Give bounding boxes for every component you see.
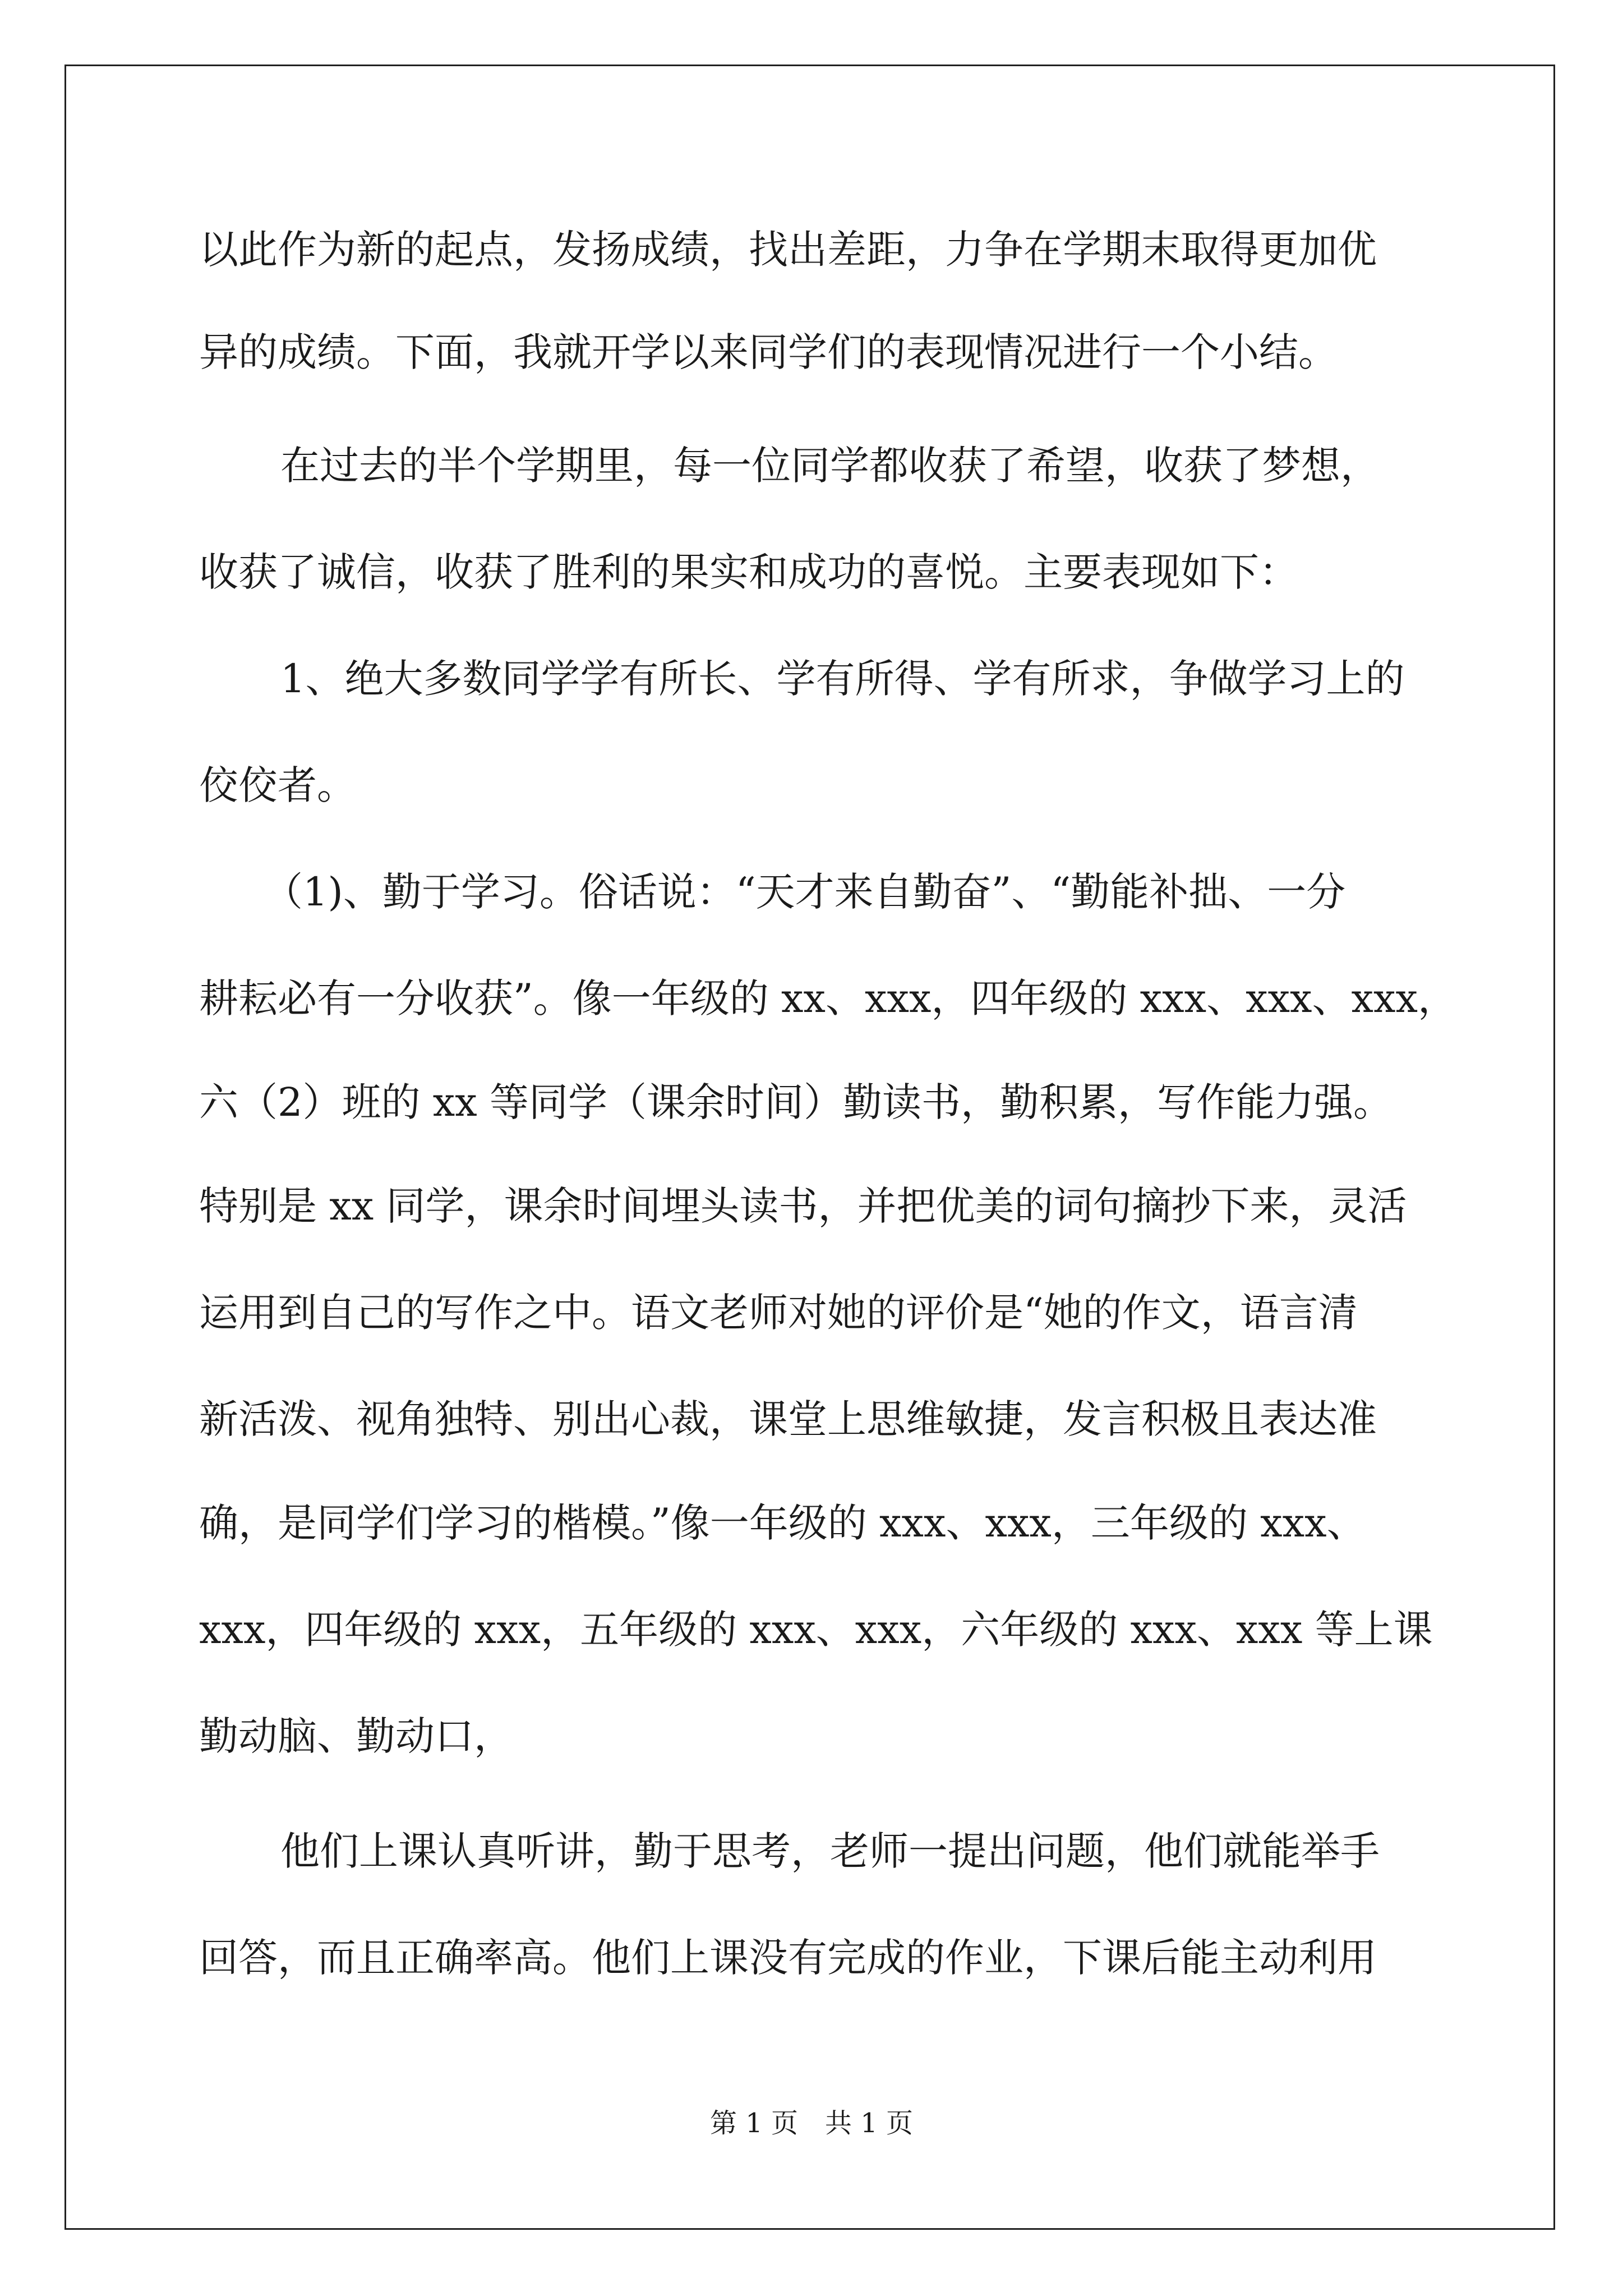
- page-border: [64, 65, 1555, 2230]
- paragraph-line: 耕耘必有一分收获”。像一年级的 xx、xxx，四年级的 xxx、xxx、xxx，: [199, 976, 1457, 1022]
- paragraph-line: 佼佼者。: [199, 762, 356, 808]
- paragraph-line: （1)、勤于学习。俗话说：“天才来自勤奋”、“勤能补拙、一分: [264, 869, 1346, 915]
- paragraph-line: 1、绝大多数同学学有所长、学有所得、学有所求，争做学习上的: [280, 656, 1405, 702]
- paragraph-line: 以此作为新的起点，发扬成绩，找出差距，力争在学期末取得更加优: [199, 227, 1377, 273]
- paragraph-line: 收获了诚信，收获了胜利的果实和成功的喜悦。主要表现如下：: [199, 549, 1298, 595]
- paragraph-line: 新活泼、视角独特、别出心裁，课堂上思维敏捷，发言积极且表达准: [199, 1396, 1377, 1442]
- paragraph-line: 特别是 xx 同学，课余时间埋头读书，并把优美的词句摘抄下来，灵活: [199, 1183, 1407, 1229]
- page-number-total: 共 1 页: [825, 2108, 914, 2139]
- paragraph-line: xxx，四年级的 xxx，五年级的 xxx、xxx，六年级的 xxx、xxx 等上课: [199, 1607, 1433, 1653]
- paragraph-line: 在过去的半个学期里，每一位同学都收获了希望，收获了梦想，: [280, 443, 1380, 489]
- paragraph-line: 他们上课认真听讲，勤于思考，老师一提出问题，他们就能举手: [280, 1828, 1380, 1874]
- page-number-current: 第 1 页: [709, 2108, 798, 2139]
- paragraph-line: 运用到自己的写作之中。语文老师对她的评价是“她的作文，语言清: [199, 1290, 1358, 1336]
- paragraph-line: 确，是同学们学习的楷模。”像一年级的 xxx、xxx，三年级的 xxx、: [199, 1500, 1366, 1546]
- paragraph-line: 勤动脑、勤动口，: [199, 1713, 513, 1759]
- paragraph-line: 异的成绩。下面，我就开学以来同学们的表现情况进行一个小结。: [199, 329, 1338, 375]
- paragraph-line: 回答，而且正确率高。他们上课没有完成的作业，下课后能主动利用: [199, 1935, 1377, 1981]
- paragraph-line: 六（2）班的 xx 等同学（课余时间）勤读书，勤积累，写作能力强。: [199, 1079, 1393, 1125]
- page-footer: [0, 2106, 1623, 2140]
